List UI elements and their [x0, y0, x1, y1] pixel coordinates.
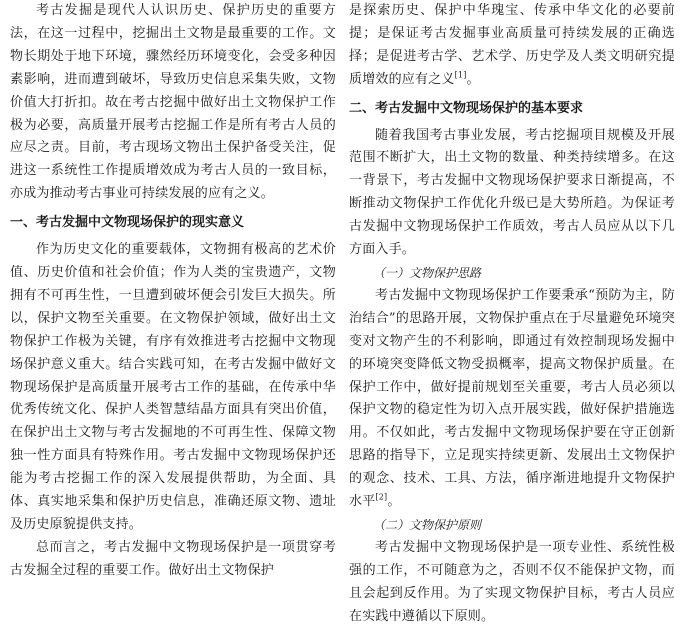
citation-1: [1]	[454, 70, 467, 80]
subsection-2-paragraph: 考古发掘中文物现场保护是一项专业性、系统性极强的工作，不可随意为之，否则不仅不能保护文物，而且会起到反作用。为了实现文物保护目标，考古人员应在实践中遵循以下原则。	[349, 539, 675, 624]
section-2-paragraph: 随着我国考古事业发展，考古挖掘项目规模及开展范围不断扩大，出土文物的数量、种类持续增多。在这一背景下，考古发掘中文物现场保护要求日渐提高，不断推动文物保护工作优化升级已是大势所趋。为保证考古发掘中文物现场保护工作质效，考古人员应从以下几方面入手。	[349, 127, 675, 258]
subsection-1-paragraph	[349, 285, 675, 514]
section-1-summary-paragraph: 总而言之，考古发掘中文物现场保护是一项贯穿考古发掘全过程的重要工作。做好出土文物保护	[10, 539, 336, 578]
subsection-1-text: 考古发掘中文物现场保护工作要秉承“预防为主，防治结合”的思路开展，文物保护重点在于尽量避免环境突变对文物产生的不利影响，即通过有效控制现场发掘中的环境突变降低文物受损概率，提高文物保护质量。在保护工作中，做好提前规划至关重要，考古人员必须以保护文物的稳定性为切入点开展实践，做好保护措施选用。不仅如此，考古发掘中文物现场保护要在守正创新思路的指导下，立足现实持续更新、发展出土文物保护的观念、技术、工具、方法，循序渐进地提升文物保护水平	[349, 287, 675, 510]
continued-paragraph	[349, 0, 675, 92]
section-heading-2: 二、考古发掘中文物现场保护的基本要求	[349, 100, 584, 116]
right-column	[349, 0, 675, 628]
subsection-1-end: 。	[387, 494, 401, 510]
continued-paragraph-text: 是探索历史、保护中华瑰宝、传承中华文化的必要前提；是保证考古发掘事业高质量可持续发展的正确选择；是促进考古学、艺术学、历史学及人类文明研究提质增效的应有之义	[349, 3, 675, 87]
citation-2: [2]	[375, 492, 388, 502]
left-column	[10, 0, 336, 583]
section-heading-1: 一、考古发掘中文物现场保护的现实意义	[10, 215, 245, 231]
continued-paragraph-end: 。	[466, 71, 480, 87]
subheading-1: （一）文物保护思路	[373, 265, 482, 280]
subheading-2: （二）文物保护原则	[373, 517, 482, 532]
intro-paragraph: 考古发掘是现代人认识历史、保护历史的重要方法，在这一过程中，挖掘出土文物是最重要的工作。文物长期处于地下环境，骤然经历环境变化，会受多种因素影响，进而遭到破坏，导致历史信息采集失败，文物价值大打折扣。故在考古挖掘中做好出土文物保护工作极为必要，高质量开展考古挖掘工作是所有考古人员的应尽之责。目前，考古现场文物出土保护备受关注，促进这一系统性工作提质增效成为考古人员的一致目标，亦成为推动考古事业可持续发展的应有之义。	[10, 3, 336, 202]
section-1-paragraph: 作为历史文化的重要载体，文物拥有极高的艺术价值、历史价值和社会价值；作为人类的宝贵遗产，文物拥有不可再生性，一旦遭到破坏便会引发巨大损失。所以，保护文物至关重要。在文物保护领域，做好出土文物保护工作极为关键，有序有效推进考古挖掘中文物现场保护意义重大。结合实践可知，在考古发掘中做好文物现场保护是高质量开展考古工作的基础，在传承中华优秀传统文化、保护人类智慧结晶方面具有突出价值，在保护出土文物与考古发掘地的不可再生性、保障文物独一性方面具有特殊作用。考古发掘中文物现场保护还能为考古挖掘工作的深入发展提供帮助，为全面、具体、真实地采集和保护历史信息，准确还原文物、遗址及历史原貌提供支持。	[10, 242, 336, 532]
